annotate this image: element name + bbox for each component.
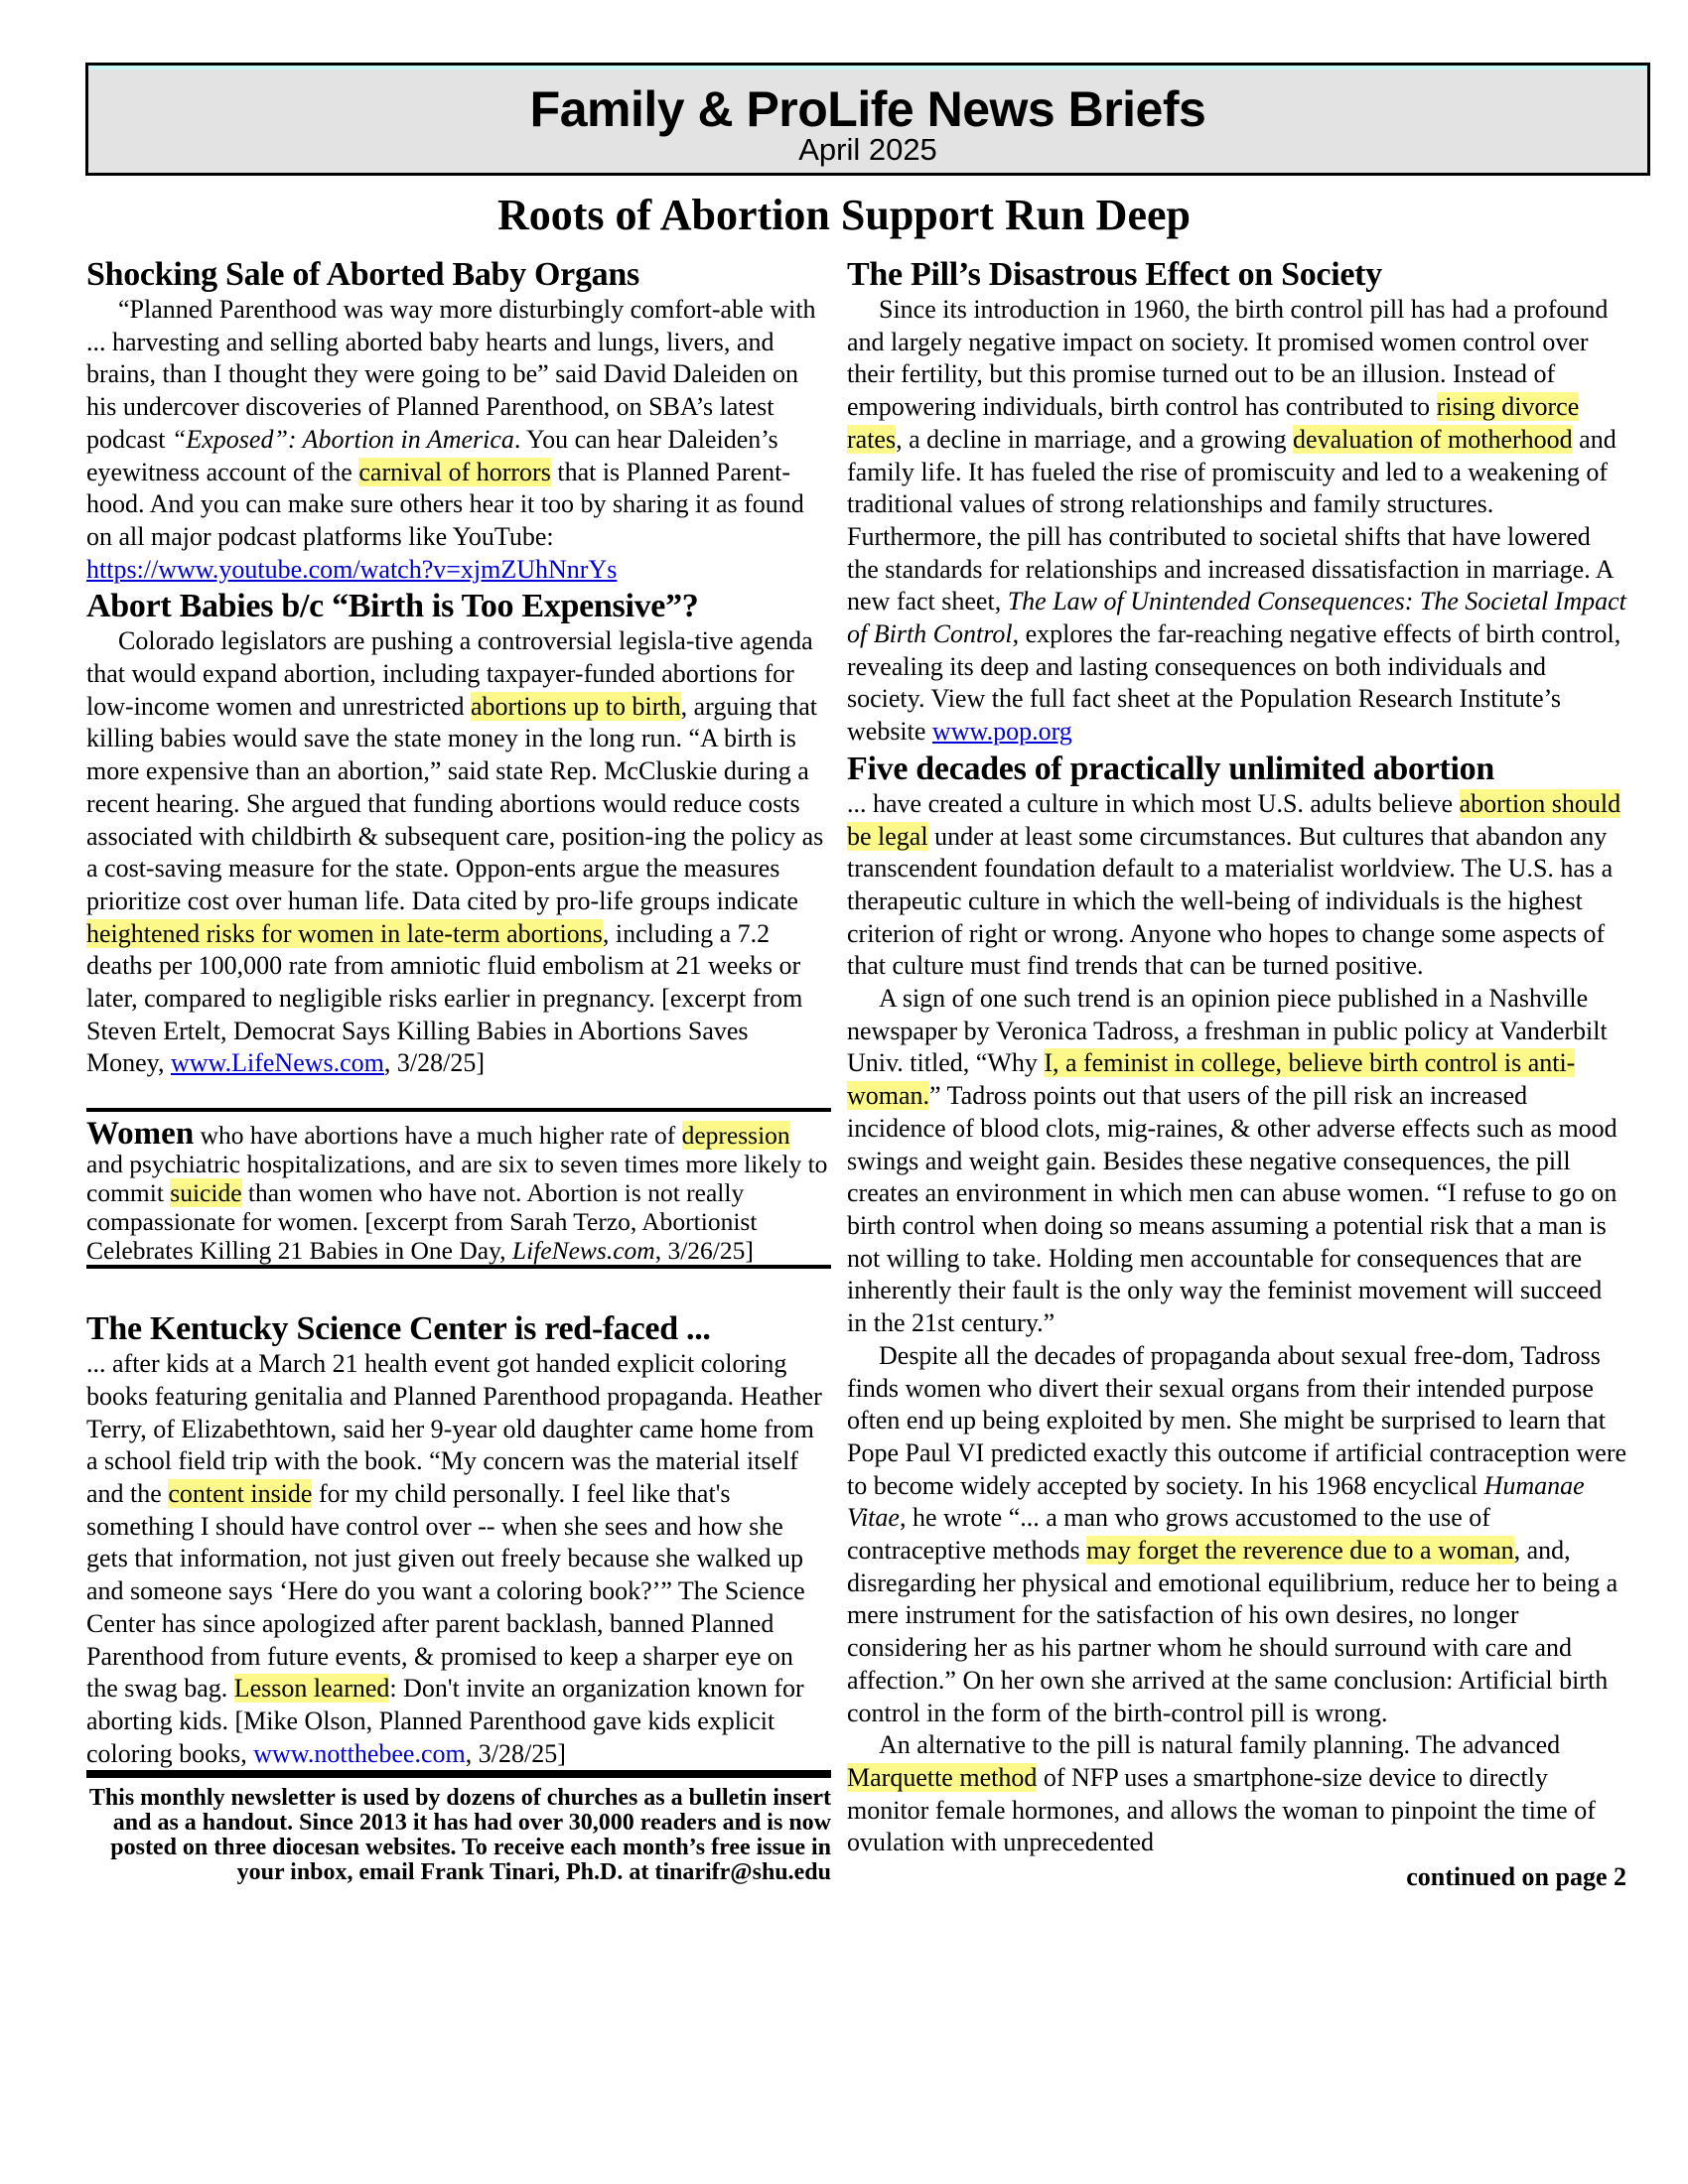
article-paragraph (847, 788, 1626, 983)
text: ... after kids at a March 21 health event got handed explicit coloring books featuring genitalia and Planned Parenthood propaganda. Heather Terry, of Elizabethtown, said her 9-year old daughter came home from a school field trip with the book. “My concern was the material itself and the (86, 1349, 822, 1508)
source-name: LifeNews.com (511, 1236, 655, 1266)
issue-date: April 2025 (798, 132, 937, 167)
text: . You can hear Daleiden’s eyewitness account of the (86, 424, 778, 486)
article-body (847, 294, 1626, 749)
women-fact-box (86, 1108, 831, 1269)
newsletter-title: Family & ProLife News Briefs (529, 81, 1206, 137)
article-paragraph (847, 983, 1626, 1340)
article-title: The Pill’s Disastrous Effect on Society (847, 256, 1382, 293)
article-pill-effect (847, 256, 1626, 749)
text: and family life. It has fueled the rise of promiscuity and led to a weakening of traditional values of strong relationships and family structures. Furthermore, the pill has contributed to societal shifts that have lowered the standards for relationships and increased dissatisfaction in marriage. A new fact sheet, (847, 424, 1617, 616)
text: , 3/28/25] (383, 1048, 486, 1078)
article-paragraph (847, 1729, 1626, 1859)
highlighted-text: Marquette method (847, 1762, 1038, 1792)
article-body (86, 625, 831, 1080)
highlighted-text: abortions up to birth (471, 691, 681, 721)
newsletter-footer-note: This monthly newsletter is used by dozens of churches as a bulletin insert and as a handout. Since 2013 it has had over 30,000 readers and is now posted on three diocesan websites. To receive each month’s free issue in your inbox, email Frank Tinari, Ph.D. at tinarifr@shu.edu (88, 1785, 831, 1886)
text: A sign of one such trend is an opinion piece published in a Nashville newspaper by Veronica Tadross, a freshman in public policy at Vanderbilt Univ. titled, “Why (847, 984, 1608, 1078)
encyclical-title: Humanae Vitae (847, 1470, 1585, 1533)
article-organ-sale (86, 256, 831, 586)
text: Despite all the decades of propaganda about sexual free-dom, Tadross finds women who divert their sexual organs from their intended purpose often end up being exploited by men. She might be surprised to learn that Pope Paul VI predicted exactly this outcome if artificial contraception were to become widely accepted by society. In his 1968 encyclical (847, 1340, 1627, 1500)
text: ... have created a culture in which most U.S. adults believe (847, 788, 1460, 818)
text: , he wrote “... a man who grows accustomed to the use of contraceptive methods (847, 1503, 1490, 1566)
text: of NFP uses a smartphone-size device to directly monitor female hormones, and allows the woman to pinpoint the time of ovulation with unprecedented (847, 1762, 1596, 1857)
highlighted-text: Lesson learned (233, 1674, 390, 1704)
text: An alternative to the pill is natural family planning. The advanced (879, 1730, 1561, 1760)
highlighted-text: devaluation of motherhood (1293, 424, 1573, 454)
article-five-decades (847, 751, 1626, 1859)
article-title: Five decades of practically unlimited abortion (847, 750, 1494, 787)
text: that is Planned Parent-hood. And you can make sure others hear it too by sharing it as found on all major podcast platforms like YouTube: (86, 457, 804, 551)
page-headline: Roots of Abortion Support Run Deep (497, 191, 1191, 239)
youtube-link[interactable]: https://www.youtube.com/watch?v=xjmZUhNnrYs (86, 554, 618, 584)
highlighted-text: may forget the reverence due to a woman (1086, 1536, 1514, 1566)
fact-box-body (86, 1116, 831, 1266)
highlighted-text: carnival of horrors (358, 457, 551, 486)
masthead (85, 63, 1650, 176)
left-column (86, 256, 831, 1885)
text: , a decline in marriage, and a growing (896, 424, 1294, 454)
highlighted-text: suicide (170, 1178, 242, 1208)
right-column (847, 256, 1626, 1894)
text: Since its introduction in 1960, the birth control pill has had a profound and largely negative impact on society. It promised women control over their fertility, but this promise turned out to be an illusion. Instead of empowering individuals, birth control has contributed to (847, 295, 1609, 422)
highlighted-text: I, a feminist in college, believe birth control is anti-woman. (847, 1048, 1576, 1111)
text: than women who have not. Abortion is not really compassionate for women. [excerpt from Sarah Terzo, Abortionist Celebrates Killing 21 Babies in One Day, (86, 1178, 758, 1266)
highlighted-text: rising divorce rates (847, 392, 1580, 454)
text: Colorado legislators are pushing a controversial legisla-tive agenda that would expand abortion, including taxpayer-funded abortions for low-income women and unrestricted (86, 626, 813, 721)
text: for my child personally. I feel like that's something I should have control over -- when she sees and how she gets that information, not just given out freely because she walked up and someone says ‘Here do you want a coloring book?’” The Science Center has since apologized after parent backlash, banned Planned Parenthood from future events, & promised to keep a sharper eye on the swag bag. (86, 1478, 805, 1704)
text: , and, disregarding her physical and emotional equilibrium, reduce her to being a mere instrument for the satisfaction of his own desires, no longer considering her as his partner whom he should surround with care and affection.” On her own she arrived at the same conclusion: Artificial birth control in the form of the birth-control pill is wrong. (847, 1536, 1618, 1727)
notthebee-link[interactable]: www.notthebee.com (253, 1738, 466, 1768)
continued-on-page-2: continued on page 2 (1406, 1862, 1626, 1892)
text: : Don't invite an organization known for aborting kids. [Mike Olson, Planned Parenthood gave kids explicit coloring books, (86, 1674, 804, 1768)
text: under at least some circumstances. But cultures that abandon any transcendent foundation default to a materialist worldview. The U.S. has a therapeutic culture in which the well-being of individuals is the highest criterion of right or wrong. Anyone who hopes to change some aspects of that culture must find trends that can be turned positive. (847, 821, 1614, 981)
text: , 3/28/25] (465, 1738, 566, 1768)
article-body (86, 294, 831, 586)
text: , arguing that killing babies would save the state money in the long run. “A birth is more expensive than an abortion,” said state Rep. McCluskie during a recent hearing. She argued that funding abortions would reduce costs associated with childbirth & subsequent care, position-ing the policy as a cost-saving measure for the state. Oppon-ents argue the measures prioritize cost over human life. Data cited by pro-life groups indicate (86, 691, 824, 915)
highlighted-text: abortion should be legal (847, 788, 1621, 851)
article-birth-expensive (86, 588, 831, 1080)
article-kentucky (86, 1310, 831, 1770)
highlighted-text: depression (681, 1121, 790, 1151)
fact-sheet-title: The Law of Unintended Consequences: The Societal Impact of Birth Control (847, 587, 1626, 649)
text: , 3/26/25] (654, 1236, 754, 1266)
article-paragraph (847, 1340, 1626, 1729)
article-title: Shocking Sale of Aborted Baby Organs (86, 256, 639, 293)
article-title: Abort Babies b/c “Birth is Too Expensive”? (86, 588, 699, 625)
divider (86, 1770, 831, 1778)
text: “Planned Parenthood was way more disturbingly comfort-able with ... harvesting and selling aborted baby hearts and lungs, livers, and brains, than I thought they were going to be” said David Daleiden on his undercover discoveries of Planned Parenthood, on SBA’s latest podcast (86, 295, 816, 454)
text: who have abortions have a much higher rate of (194, 1121, 682, 1151)
text: ” Tadross points out that users of the pill risk an increased incidence of blood clots, mig-raines, & other adverse effects such as mood swings and weight gain. Besides these negative consequences, the pill creates an environment in which men can abuse women. “I refuse to go on birth control when doing so means assuming a potential risk that a man is not willing to take. Holding men accountable for consequences that are inherently their fault is the only way the feminist movement will succeed in the 21st century.” (847, 1081, 1618, 1338)
highlighted-text: content inside (168, 1478, 313, 1508)
pop-org-link[interactable]: www.pop.org (931, 717, 1072, 747)
article-body (86, 1348, 831, 1770)
text: , including a 7.2 deaths per 100,000 rate from amniotic fluid embolism at 21 weeks or later, compared to negligible risks earlier in pregnancy. [excerpt from Steven Ertelt, Democrat Says Killing Babies in Abortions Saves Money, (86, 918, 803, 1078)
lifenews-link[interactable]: www.LifeNews.com (170, 1048, 384, 1078)
text: , explores the far-reaching negative effects of birth control, revealing its deep and lasting consequences on both individuals and society. View the full fact sheet at the Population Research Institute’s website (847, 619, 1621, 747)
highlighted-text: heightened risks for women in late-term abortions (86, 918, 603, 948)
lead-word: Women (86, 1116, 195, 1153)
text: and psychiatric hospitalizations, and are six to seven times more likely to commit (86, 1150, 828, 1208)
article-title: The Kentucky Science Center is red-faced ... (86, 1310, 711, 1348)
podcast-title: “Exposed”: Abortion in America (171, 424, 514, 454)
